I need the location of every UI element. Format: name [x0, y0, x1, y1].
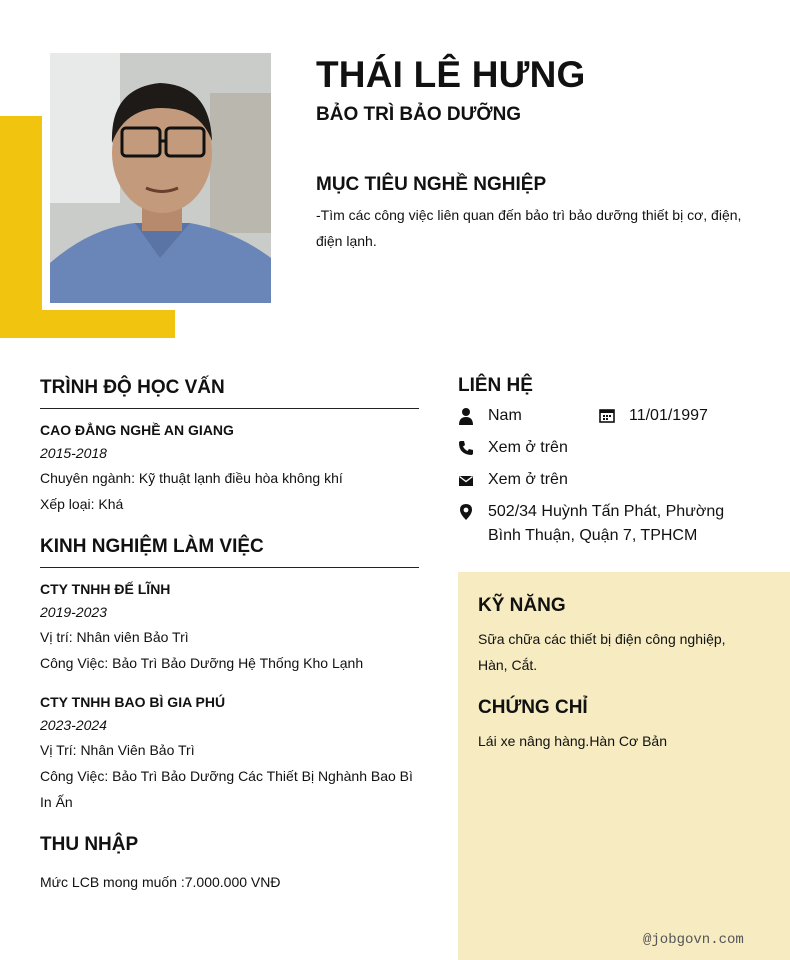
job-period: 2023-2024 [40, 717, 107, 733]
birthday-value: 11/01/1997 [629, 407, 708, 424]
gender-value: Nam [488, 407, 522, 424]
phone-value: Xem ở trên [488, 439, 568, 456]
contact-gender [458, 404, 522, 428]
skills-text: Sữa chữa các thiết bị điện công nghiệp, Hàn, Cắt. [478, 631, 726, 673]
mail-icon [458, 471, 476, 489]
education-grade: Xếp loại: Khá [40, 496, 124, 512]
education-divider [40, 408, 419, 409]
education-heading: TRÌNH ĐỘ HỌC VẤN [40, 377, 225, 398]
email-value: Xem ở trên [488, 471, 568, 488]
candidate-name: THÁI LÊ HƯNG [316, 54, 586, 95]
calendar-icon [599, 407, 617, 425]
location-pin-icon [458, 503, 476, 521]
income-text: Mức LCB mong muốn :7.000.000 VNĐ [40, 874, 281, 890]
certificates-text: Lái xe nâng hàng.Hàn Cơ Bản [478, 733, 667, 749]
objective-heading: MỤC TIÊU NGHỀ NGHIỆP [316, 174, 547, 195]
experience-heading: KINH NGHIỆM LÀM VIỆC [40, 536, 264, 557]
decorative-bar-horizontal [0, 310, 175, 338]
watermark: @jobgovn.com [643, 932, 744, 948]
job-company: CTY TNHH BAO BÌ GIA PHÚ [40, 694, 226, 710]
contact-birthday [599, 404, 708, 428]
job-position: Vị trí: Nhân viên Bảo Trì [40, 629, 189, 645]
job-work: Công Việc: Bảo Trì Bảo Dưỡng Các Thiết Bị Nghành Bao Bì In Ấn [40, 768, 413, 810]
decorative-bar-vertical [0, 116, 42, 338]
job-position: Vị Trí: Nhân Viên Bảo Trì [40, 742, 195, 758]
profile-photo [50, 53, 271, 303]
education-major: Chuyên ngành: Kỹ thuật lạnh điều hòa không khí [40, 470, 343, 486]
address-value: 502/34 Huỳnh Tấn Phát, Phường Bình Thuận, Quận 7, TPHCM [488, 503, 725, 544]
education-period: 2015-2018 [40, 445, 107, 461]
income-heading: THU NHẬP [40, 834, 139, 855]
experience-divider [40, 567, 419, 568]
objective-text: -Tìm các công việc liên quan đến bảo trì bảo dưỡng thiết bị cơ, điện, điện lạnh. [316, 207, 742, 249]
job-period: 2019-2023 [40, 604, 107, 620]
contact-email [458, 468, 568, 492]
skills-heading: KỸ NĂNG [478, 595, 566, 616]
person-icon [458, 407, 476, 425]
contact-phone [458, 436, 568, 460]
education-school: CAO ĐẲNG NGHỀ AN GIANG [40, 422, 234, 438]
job-title: BẢO TRÌ BẢO DƯỠNG [316, 104, 522, 125]
job-company: CTY TNHH ĐẾ LĨNH [40, 581, 171, 597]
phone-icon [458, 439, 476, 457]
certificates-heading: CHỨNG CHỈ [478, 697, 588, 718]
contact-heading: LIÊN HỆ [458, 375, 533, 396]
job-work: Công Việc: Bảo Trì Bảo Dưỡng Hệ Thống Kho Lạnh [40, 655, 364, 671]
contact-address [458, 500, 748, 548]
